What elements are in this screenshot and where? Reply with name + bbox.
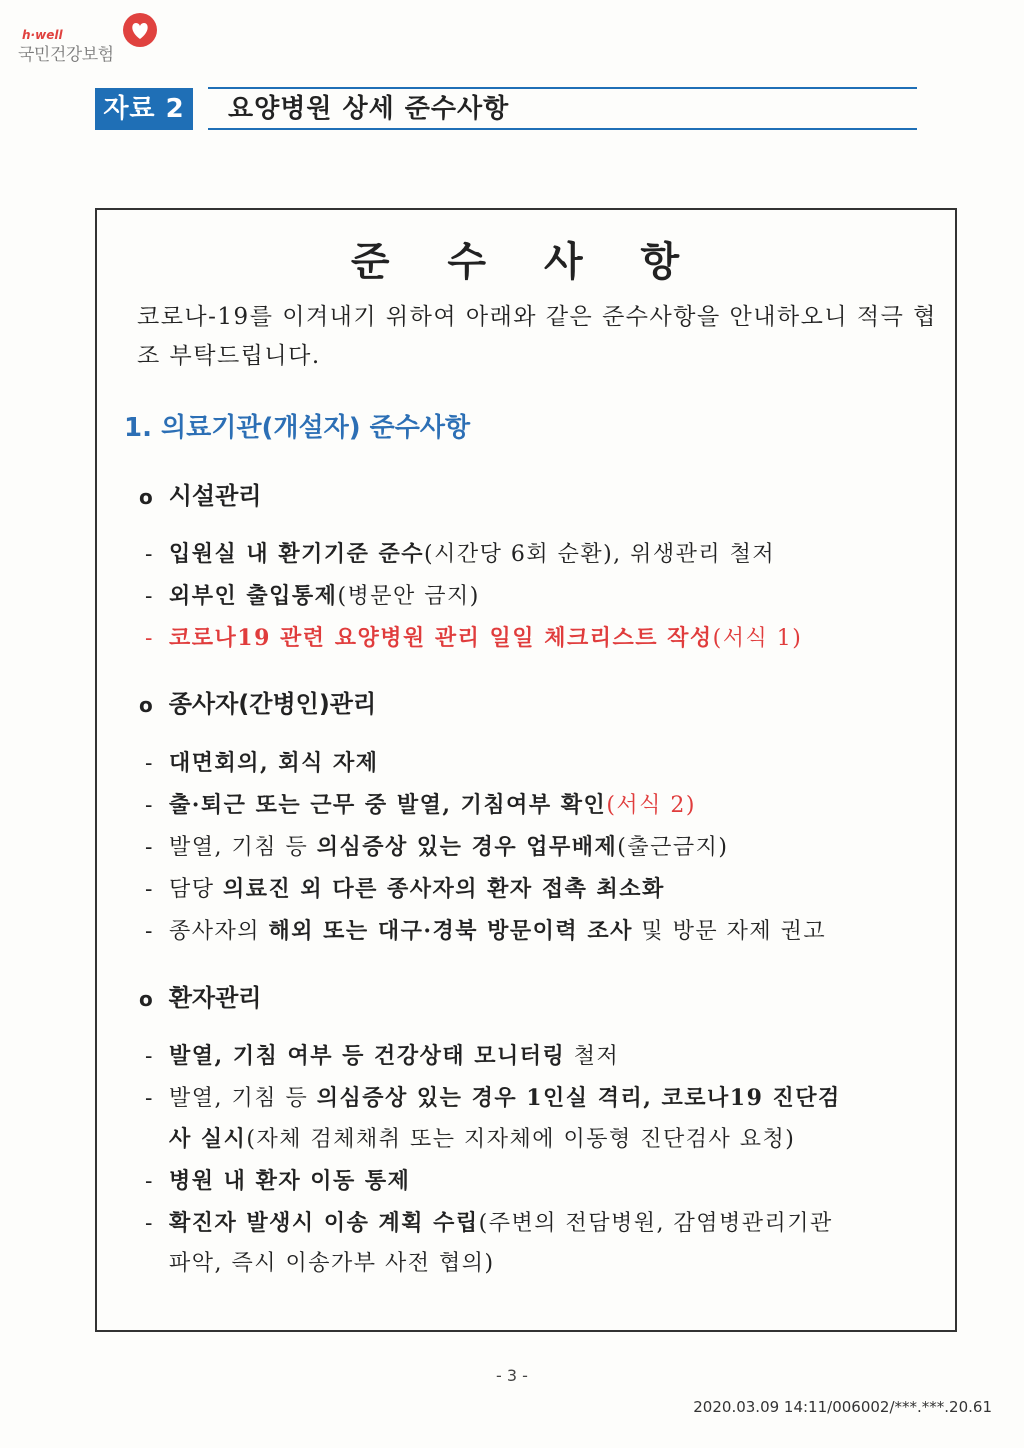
material-tag: 자료 2 <box>95 88 193 130</box>
list-item: - 발열, 기침 등 의심증상 있는 경우 1인실 격리, 코로나19 진단검 사 실시(자체 검체채취 또는 지자체에 이동형 진단검사 요청) <box>145 1085 841 1152</box>
page-number: - 3 - <box>496 1366 528 1385</box>
logo <box>18 10 168 70</box>
header-rule-top <box>208 87 917 89</box>
list-item: - 코로나19 관련 요양병원 관리 일일 체크리스트 작성(서식 1) <box>145 625 803 651</box>
logo-brand: h·well <box>22 28 63 42</box>
subsection-title: o 시설관리 <box>139 482 262 510</box>
list-item: - 발열, 기침 등 의심증상 있는 경우 업무배제(출근금지) <box>145 834 729 860</box>
subsection-title: o 종사자(간병인)관리 <box>139 690 377 718</box>
list-item: - 병원 내 환자 이동 통제 <box>145 1168 411 1194</box>
compliance-box <box>95 208 957 1332</box>
logo-org: 국민건강보험 <box>18 45 114 65</box>
list-item: - 입원실 내 환기기준 준수(시간당 6회 순환), 위생관리 철저 <box>145 541 776 567</box>
section-heading: 1. 의료기관(개설자) 준수사항 <box>124 413 471 443</box>
header-rule-bottom <box>208 128 917 130</box>
subsection-title: o 환자관리 <box>139 984 262 1012</box>
list-item: - 종사자의 해외 또는 대구·경북 방문이력 조사 및 방문 자제 권고 <box>145 918 827 944</box>
list-item: - 발열, 기침 여부 등 건강상태 모니터링 철저 <box>145 1043 620 1069</box>
list-item: - 출·퇴근 또는 근무 중 발열, 기침여부 확인(서식 2) <box>145 792 696 818</box>
list-item: - 대면회의, 회식 자제 <box>145 750 379 776</box>
print-stamp: 2020.03.09 14:11/006002/***.***.20.61 <box>693 1398 992 1416</box>
list-item: - 외부인 출입통제(병문안 금지) <box>145 583 480 609</box>
list-item: - 담당 의료진 외 다른 종사자의 환자 접촉 최소화 <box>145 876 665 902</box>
box-title: 준 수 사 항 <box>350 239 702 285</box>
page-title: 요양병원 상세 준수사항 <box>228 94 510 124</box>
intro-text: 코로나-19를 이겨내기 위하여 아래와 같은 준수사항을 안내하오니 적극 협조 부탁드립니다. <box>137 304 937 369</box>
list-item: - 확진자 발생시 이송 계획 수립(주변의 전담병원, 감염병관리기관 파악, 즉시 이송가부 사전 협의) <box>145 1210 833 1276</box>
heart-icon <box>122 12 158 48</box>
